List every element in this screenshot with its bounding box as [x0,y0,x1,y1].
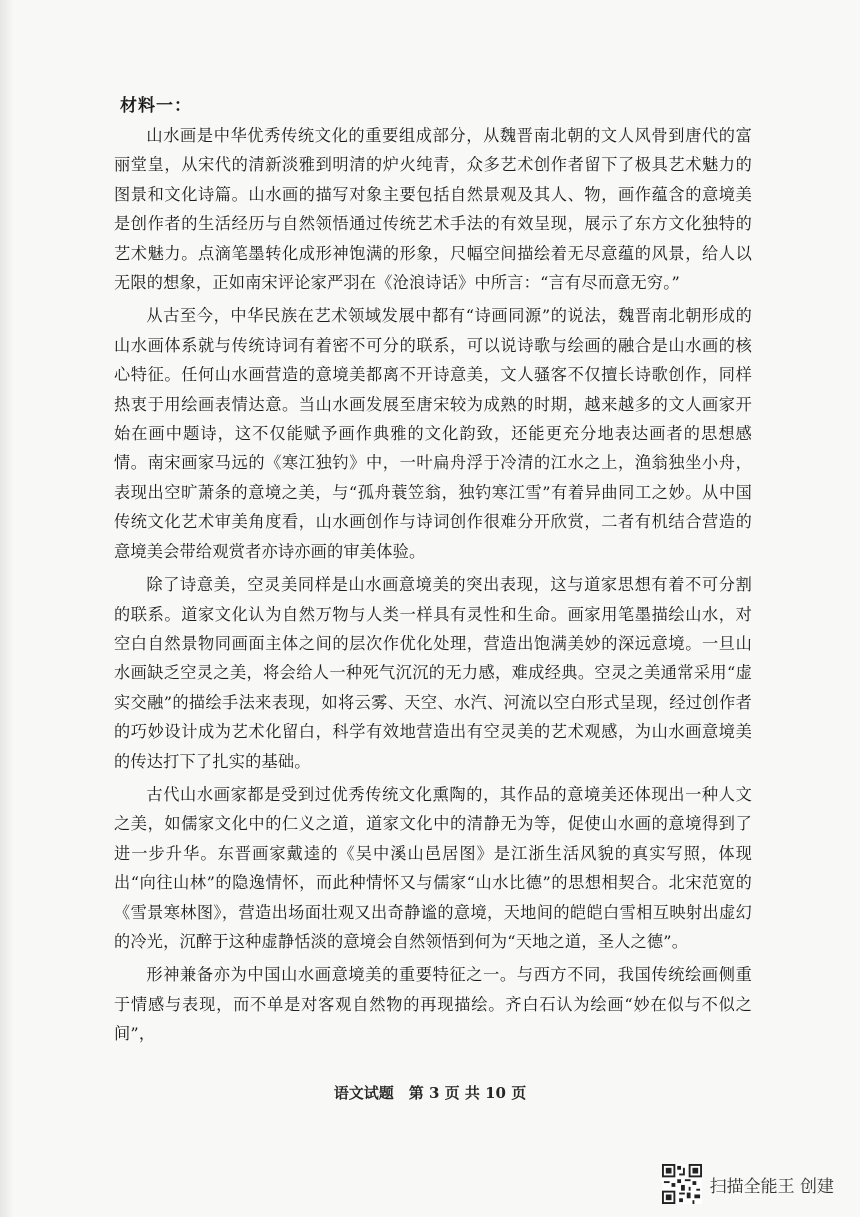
scanner-watermark [662,1164,834,1204]
paragraph-4: 古代山水画家都是受到过优秀传统文化熏陶的，其作品的意境美还体现出一种人文之美，如儒家文化中的仁义之道，道家文化中的清静无为等，促使山水画的意境得到了进一步升华。东晋画家戴逵的《吴中溪山邑居图》是江浙生活风貌的真实写照，体现出“向往山林”的隐逸情怀，而此种情怀又与儒家“山水比德”的思想相契合。北宋范宽的《雪景寒林图》，营造出场面壮观又出奇静谧的意境，天地间的皑皑白雪相互映射出虚幻的冷光，沉醉于这种虚静恬淡的意境会自然领悟到何为“天地之道，圣人之德”。 [114,784,752,951]
paragraph-5: 形神兼备亦为中国山水画意境美的重要特征之一。与西方不同，我国传统绘画侧重于情感与表现，而不单是对客观自然物的再现描绘。齐白石认为绘画“妙在似与不似之间”， [114,965,752,1044]
document-body [114,92,752,1049]
page-footer: 语文试题 第 3 页 共 10 页 [333,1084,527,1102]
page-edge-shadow [0,0,14,1217]
material-heading: 材料一： [120,96,192,116]
paragraph-3: 除了诗意美，空灵美同样是山水画意境美的突出表现，这与道家思想有着不可分割的联系。道家文化认为自然万物与人类一样具有灵性和生命。画家用笔墨描绘山水，对空白自然景物同画面主体之间的层次作优化处理，营造出饱满美妙的深远意境。一旦山水画缺乏空灵之美，将会给人一种死气沉沉的无力感，难成经典。空灵之美通常采用“虚实交融”的描绘手法来表现，如将云雾、天空、水汽、河流以空白形式呈现，经过创作者的巧妙设计成为艺术化留白，科学有效地营造出有空灵美的艺术观感，为山水画意境美的传达打下了扎实的基础。 [114,575,752,771]
qr-code-icon [662,1164,702,1204]
paragraph-2: 从古至今，中华民族在艺术领域发展中都有“诗画同源”的说法，魏晋南北朝形成的山水画体系就与传统诗词有着密不可分的联系，可以说诗歌与绘画的融合是山水画的核心特征。任何山水画营造的意境美都离不开诗意美，文人骚客不仅擅长诗歌创作，同样热衷于用绘画表情达意。当山水画发展至唐宋较为成熟的时期，越来越多的文人画家开始在画中题诗，这不仅能赋予画作典雅的文化韵致，还能更充分地表达画者的思想感情。南宋画家马远的《寒江独钓》中，一叶扁舟浮于冷清的江水之上，渔翁独坐小舟，表现出空旷萧条的意境之美，与“孤舟蓑笠翁，独钓寒江雪”有着异曲同工之妙。从中国传统文化艺术审美角度看，山水画创作与诗词创作很难分开欣赏，二者有机结合营造的意境美会带给观赏者亦诗亦画的审美体验。 [114,306,752,561]
watermark-text: 扫描全能王 创建 [709,1176,834,1197]
paragraph-1: 山水画是中华优秀传统文化的重要组成部分，从魏晋南北朝的文人风骨到唐代的富丽堂皇，从宋代的清新淡雅到明清的炉火纯青，众多艺术创作者留下了极具艺术魅力的图景和文化诗篇。山水画的描写对象主要包括自然景观及其人、物，画作蕴含的意境美是创作者的生活经历与自然领悟通过传统艺术手法的有效呈现，展示了东方文化独特的艺术魅力。点滴笔墨转化成形神饱满的形象，尺幅空间描绘着无尽意蕴的风景，给人以无限的想象，正如南宋评论家严羽在《沧浪诗话》中所言：“言有尽而意无穷。” [114,126,752,293]
